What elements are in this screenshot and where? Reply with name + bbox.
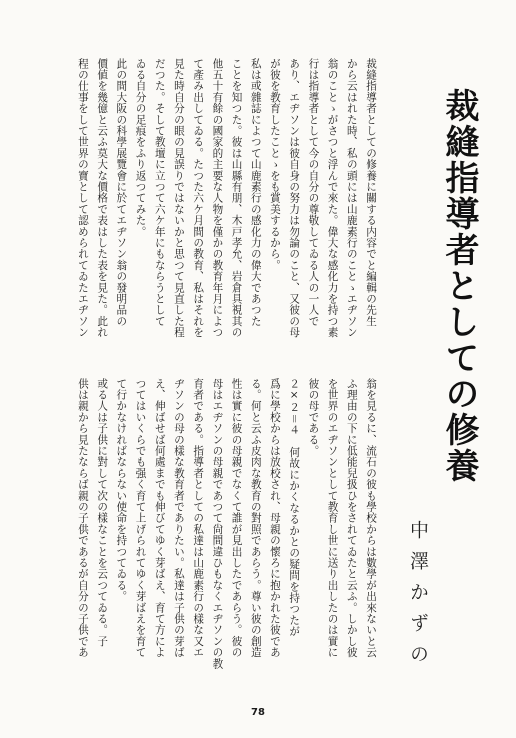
text-line: 翁を見るに、流石の彼も學校からは數學が出來ないと云 bbox=[365, 378, 377, 658]
text-line: ゐる自分の足痕をふり返つてみた。 bbox=[134, 58, 147, 238]
text-line: ふ理由の下に低能兒扱ひをされてゐたと云ふ。しかし彼 bbox=[345, 378, 358, 658]
text-line: 私は或雜誌によつて山鹿素行の感化力の偉大であつた bbox=[249, 58, 262, 327]
text-line: て行かなければならない使命を持つてゐる。 bbox=[115, 378, 128, 602]
text-line: つてはいくらでも强く育て上げられてゆく芽ばえを育て bbox=[134, 378, 147, 658]
text-line: 程の仕事をして世界の寶として認められてゐたエヂソン bbox=[76, 58, 89, 338]
text-line: 性は實に彼の母親でなくて誰が見出したであらう。彼の bbox=[230, 378, 243, 658]
text-line: 此の間大阪の科學展覽會に於てエヂソン翁の發明品の bbox=[115, 58, 128, 327]
text-line: が彼を教育したことゝをも賞美するから。 bbox=[268, 58, 281, 271]
text-line: 行は指導者として今の自分の尊敬してゐる人の一人で bbox=[307, 58, 320, 327]
text-line: だつた。そして教壇に立つて六ケ年にもならうとして bbox=[153, 58, 166, 327]
text-line: 價値を幾億と云ふ莫大な價格で表はした表を見た。此れ bbox=[96, 58, 109, 338]
text-line: 彼の母である。 bbox=[307, 378, 320, 457]
text-line: 育者である。指導者としての私達は山鹿素行の樣な又エ bbox=[192, 378, 205, 658]
author-name: 中澤かずの bbox=[407, 520, 429, 675]
text-line: ２×２＝４ 何故にかくなるかとの疑問を持つたが bbox=[288, 378, 301, 637]
text-line: 裁縫指導者としての修養に關する内容でと編輯の先生 bbox=[365, 58, 377, 327]
text-line: ヂソンの母の樣な教育者でありたい。私達は子供の芽ば bbox=[172, 378, 185, 658]
text-line: ことを知つた。彼は山縣有朋、木戸孝允、岩倉具視其の bbox=[230, 58, 243, 338]
text-line: 見た時自分の眼の見誤りではないかと思つて見直した程 bbox=[172, 58, 185, 338]
body-text-upper bbox=[73, 58, 380, 348]
body-text-lower bbox=[73, 378, 380, 668]
page-number: 78 bbox=[251, 707, 265, 718]
text-line: て產み出してゐる。たつた六ケ月間の教育、私はそれを bbox=[192, 58, 205, 338]
article-title: 裁縫指導者としての修養 bbox=[439, 88, 479, 484]
text-line: から云はれた時、私の頭には山鹿素行のことゝエヂソン bbox=[345, 58, 358, 338]
text-line: あり、エヂソンは彼自身の努力は勿論のこと、又彼の母 bbox=[288, 58, 301, 338]
text-line: 母はエヂソンの母親であつて尙間違ひもなくエヂソンの教 bbox=[211, 378, 224, 670]
text-line: え、伸ばせば何處までも伸びてゆく芽ばえ、育て方によ bbox=[153, 378, 166, 658]
text-line: 爲に學校からは放校され、母親の懷ろに抱かれた彼であ bbox=[268, 378, 281, 658]
text-line: 供は親から見たならば親の子供であるが自分の子供であ bbox=[76, 378, 89, 658]
text-line: を世界のエヂソンとして教育し世に送り出したのは實に bbox=[326, 378, 339, 658]
text-line: 他五十有餘の國家的主要な人物を僅かの教育年月によつ bbox=[211, 58, 224, 338]
text-line: 或る人は子供に對して次の樣なことを云つてゐる。子 bbox=[96, 378, 109, 647]
text-line: 翁のことゝがさつと浮んで來た。偉大な感化力を持つ素 bbox=[326, 58, 339, 338]
text-line: る。何と云ふ皮肉な教育の對照であらう。尊い彼の創造 bbox=[249, 378, 262, 658]
